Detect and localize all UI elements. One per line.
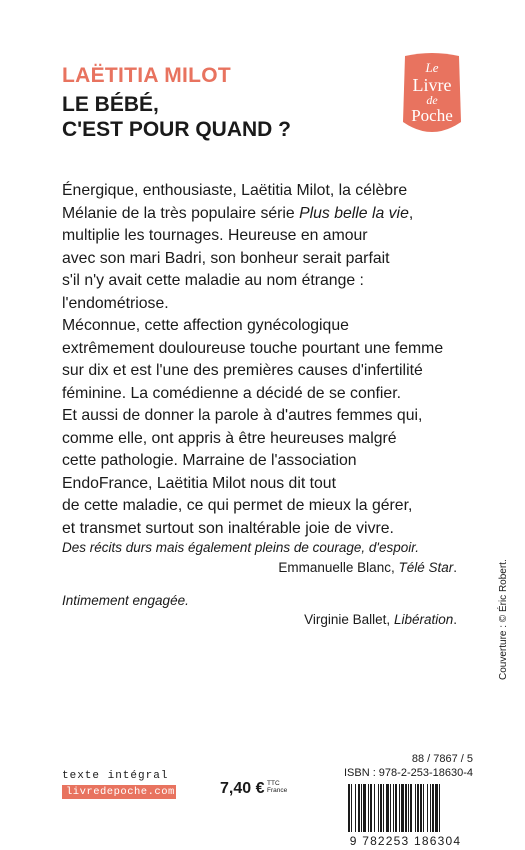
blurb-line: l'endométriose. <box>62 294 169 312</box>
blurb-line: EndoFrance, Laëtitia Milot nous dit tout <box>62 474 336 492</box>
barcode-bar <box>361 784 362 832</box>
blurb-line: comme elle, ont appris à être heureuses malgré <box>62 429 397 447</box>
blurb-line: s'il n'y avait cette maladie au nom étrange : <box>62 272 364 289</box>
blurb-line: féminine. La comédienne a décidé de se confier. <box>62 384 401 402</box>
blurb-line: avec son mari Badri, son bonheur serait parfait <box>62 249 390 267</box>
blurb-line: multiplie les tournages. Heureuse en amour <box>62 227 368 244</box>
barcode-bar <box>380 784 382 832</box>
blurb-line: extrêmement douloureuse touche pourtant une femme <box>62 339 444 357</box>
catalog-reference: 88 / 7867 / 5 <box>411 753 473 765</box>
barcode-bar <box>378 784 379 832</box>
barcode-bar <box>439 784 440 832</box>
title-line-1: LE BÉBÉ, <box>62 93 159 116</box>
website-link[interactable]: livredepoche.com <box>62 785 176 799</box>
back-cover-blurb <box>62 180 472 540</box>
blurb-line: Énergique, enthousiaste, Laëtitia Milot, la célèbre <box>62 182 408 199</box>
press-quote-2: Intimement engagée. <box>62 593 189 608</box>
barcode-bar <box>363 784 366 832</box>
price: 7,40 € <box>220 780 265 797</box>
blurb-line: cette pathologie. Marraine de l'association <box>62 452 357 469</box>
book-title <box>62 92 291 142</box>
blurb-line: Mélanie de la très populaire série Plus belle la vie, <box>62 204 414 222</box>
title-line-2: C'EST POUR QUAND ? <box>62 118 292 141</box>
press-quote-2-source: Virginie Ballet, Libération. <box>304 612 457 627</box>
barcode-bar <box>420 784 422 832</box>
barcode-bar <box>417 784 419 832</box>
barcode-bar <box>427 784 428 832</box>
barcode-bar <box>368 784 369 832</box>
price-tax-note: TTC France <box>267 780 288 794</box>
barcode-bar <box>383 784 384 832</box>
barcode-bar <box>393 784 394 832</box>
press-quote-1-source: Emmanuelle Blanc, Télé Star. <box>278 560 457 575</box>
barcode-bar <box>430 784 431 832</box>
blurb-line: de cette maladie, ce qui permet de mieux la gérer, <box>62 497 413 514</box>
barcode-bar <box>405 784 407 832</box>
barcode-bar <box>370 784 372 832</box>
barcode-bar <box>355 784 356 832</box>
author-name: LAËTITIA MILOT <box>62 64 232 87</box>
barcode-bar <box>401 784 404 832</box>
barcode-bar <box>351 784 352 832</box>
blurb-line: Méconnue, cette affection gynécologique <box>62 317 349 334</box>
logo-de: de <box>426 93 438 107</box>
logo-livre: Livre <box>412 75 452 95</box>
barcode-bar <box>423 784 424 832</box>
barcode-bar <box>435 784 438 832</box>
barcode-bar <box>386 784 389 832</box>
press-quote-1: Des récits durs mais également pleins de courage, d'espoir. <box>62 540 420 555</box>
blurb-line: Et aussi de donner la parole à d'autres femmes qui, <box>62 407 423 424</box>
texte-integral-label: texte intégral <box>62 770 169 782</box>
barcode-bar <box>399 784 400 832</box>
blurb-line: sur dix et est l'une des premières causes d'infertilité <box>62 362 423 379</box>
barcode-bar <box>374 784 375 832</box>
series-title: Plus belle la vie <box>299 204 409 222</box>
logo-poche: Poche <box>411 106 453 125</box>
barcode-digits: 9 782253 186304 <box>349 834 462 848</box>
barcode-bar <box>390 784 391 832</box>
blurb-line: et transmet surtout son inaltérable joie de vivre. <box>62 519 394 537</box>
cover-photo-credit: Couverture : © Éric Robert. <box>498 559 509 680</box>
barcode-bar <box>358 784 360 832</box>
livre-de-poche-logo-icon <box>397 50 467 140</box>
barcode-bar <box>395 784 397 832</box>
barcode-bar <box>432 784 434 832</box>
barcode-bar <box>410 784 412 832</box>
barcode-bar <box>408 784 409 832</box>
barcode-bar <box>415 784 416 832</box>
logo-le: Le <box>425 60 439 75</box>
isbn: ISBN : 978-2-253-18630-4 <box>343 767 473 779</box>
barcode-bar <box>348 784 350 832</box>
